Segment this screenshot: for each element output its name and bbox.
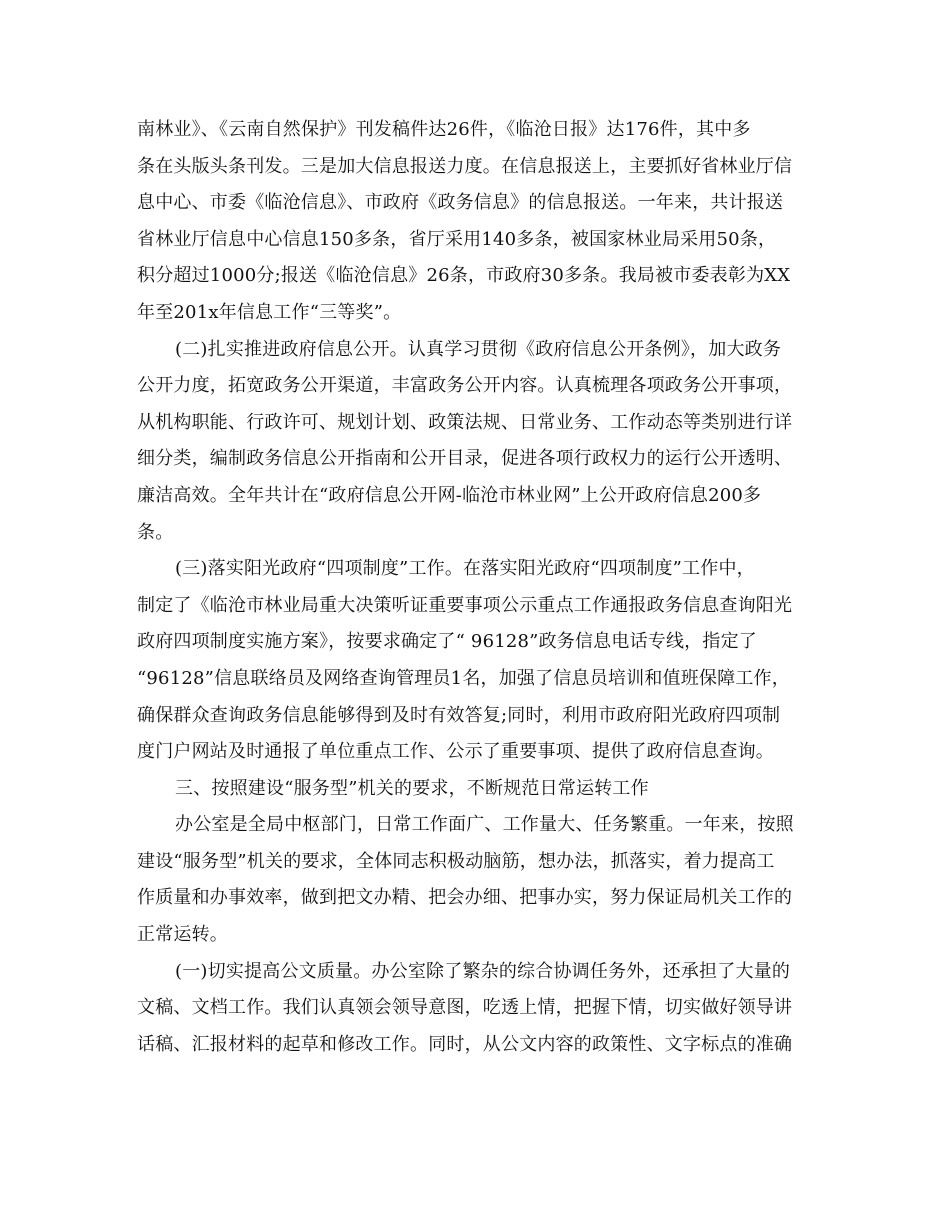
section-heading-3: 三、按照建设“服务型”机关的要求，不断规范日常运转工作 [175,777,649,799]
text-line-5: 积分超过1000分;报送《临沧信息》26条，市政府30多条。我局被市委表彰为XX [137,265,791,287]
text-line-21: 建设“服务型”机关的要求，全体同志积极动脑筋，想办法，抓落实，着力提高工 [137,850,775,872]
text-line-16: “96128”信息联络员及网络查询管理员1名，加强了信息员培训和值班保障工作， [137,667,790,689]
text-line-17: 确保群众查询政务信息能够得到及时有效答复;同时，利用市政府阳光政府四项制 [137,704,781,726]
text-line-22: 作质量和办事效率，做到把文办精、把会办细、把事办实，努力保证局机关工作的 [137,887,793,909]
paragraph-heading-3: (三)落实阳光政府“四项制度”工作。在落实阳光政府“四项制度”工作中， [175,558,755,580]
text-line-1: 南林业》、《云南自然保护》刊发稿件达26件，《临沧日报》达176件，其中多 [137,119,751,140]
text-line-25: 文稿、文档工作。我们认真领会领导意图，吃透上情，把握下情，切实做好领导讲 [137,997,793,1019]
text-line-8: 公开力度，拓宽政务公开渠道，丰富政务公开内容。认真梳理各项政务公开事项， [137,375,793,397]
paragraph-heading-1: (一)切实提高公文质量。办公室除了繁杂的综合协调任务外，还承担了大量的 [175,960,791,982]
text-line-12: 条。 [137,521,174,543]
text-line-6: 年至201x年信息工作“三等奖”。 [137,301,402,323]
text-line-26: 话稿、汇报材料的起草和修改工作。同时，从公文内容的政策性、文字标点的准确 [137,1033,793,1055]
document-body [137,112,813,1063]
text-line-20: 办公室是全局中枢部门，日常工作面广、工作量大、任务繁重。一年来，按照 [175,814,794,836]
text-line-9: 从机构职能、行政许可、规划计划、政策法规、日常业务、工作动态等类别进行详 [137,411,793,433]
text-line-10: 细分类，编制政务信息公开指南和公开目录，促进各项行政权力的运行公开透明、 [137,448,793,470]
text-line-18: 度门户网站及时通报了单位重点工作、公示了重要事项、提供了政府信息查询。 [137,741,774,763]
text-line-4: 省林业厅信息中心信息150多条，省厅采用140多条，被国家林业局采用50条， [137,228,777,250]
text-line-14: 制定了《临沧市林业局重大决策听证重要事项公示重点工作通报政务信息查询阳光 [137,594,793,616]
text-line-15: 政府四项制度实施方案》，按要求确定了“ 96128”政务信息电话专线，指定了 [137,631,757,653]
text-line-23: 正常运转。 [137,924,228,946]
paragraph-heading-2: (二)扎实推进政府信息公开。认真学习贯彻《政府信息公开条例》，加大政务 [175,338,782,360]
text-line-2: 条在头版头条刊发。三是加大信息报送力度。在信息报送上，主要抓好省林业厅信 [137,155,793,177]
text-line-11: 廉洁高效。全年共计在“政府信息公开网-临沧市林业网”上公开政府信息200多 [137,484,762,506]
text-line-3: 息中心、市委《临沧信息》、市政府《政务信息》的信息报送。一年来，共计报送 [137,192,784,214]
